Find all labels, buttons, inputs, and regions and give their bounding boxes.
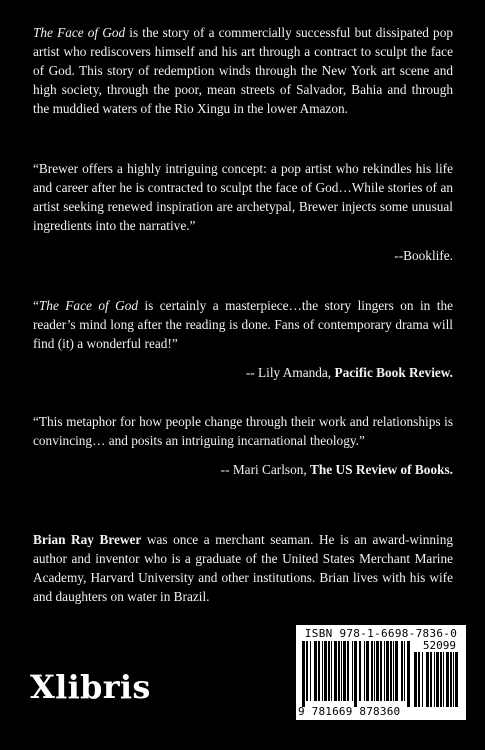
ean13-bars bbox=[302, 641, 410, 707]
barcode-bar bbox=[418, 652, 420, 707]
barcode-bar bbox=[322, 641, 323, 701]
barcode-digits: 9 781669 878360 bbox=[298, 705, 401, 718]
barcode-bar bbox=[314, 641, 317, 701]
barcode-bar bbox=[302, 641, 305, 707]
barcode-bar bbox=[446, 652, 449, 707]
blurb-text: is the story of a commercially successful but dissipated pop artist who rediscovers himself and his art through a contract to sculpt the face of God. This story of redemption winds through the New York art scene and high society, through the poor, mean streets of Salvador, Bahia and through the muddied waters of the Rio Xingu in the lower Amazon. bbox=[33, 25, 453, 117]
barcode-bar bbox=[366, 641, 369, 701]
author-name: Brian Ray Brewer bbox=[33, 532, 142, 547]
barcode-bar bbox=[407, 641, 410, 707]
barcode-bar bbox=[331, 641, 332, 701]
review-pacific-quote: “The Face of God is certainly a masterpiece…the story lingers on in the reader’s mind long after the reading is done. Fans of contemporary drama will find (it) a wonderful read!” bbox=[33, 298, 453, 352]
barcode-bar bbox=[310, 641, 311, 701]
book-title: The Face of God bbox=[33, 25, 126, 40]
barcode-bar bbox=[374, 641, 375, 701]
barcode-bar bbox=[395, 641, 398, 701]
barcode-bar bbox=[422, 652, 423, 707]
xlibris-logo: Xlibris bbox=[30, 668, 151, 706]
barcode-bar bbox=[352, 641, 353, 701]
barcode-bar bbox=[393, 641, 394, 701]
review-source: The US Review of Books. bbox=[310, 462, 453, 477]
blurb-paragraph bbox=[33, 23, 453, 118]
review-usreview-attribution: -- Mari Carlson, The US Review of Books. bbox=[220, 462, 453, 477]
review-pacific-attribution: -- Lily Amanda, Pacific Book Review. bbox=[245, 365, 453, 380]
barcode-bar bbox=[414, 652, 417, 707]
review-booklife-attribution: --Booklife. bbox=[394, 248, 453, 263]
barcode-bar bbox=[436, 652, 439, 707]
barcode-bar bbox=[328, 641, 330, 701]
barcode-bar bbox=[430, 652, 432, 707]
author-bio: Brian Ray Brewer was once a merchant seaman. He is an award-winning author and inventor who is a graduate of the United States Merchant Marine Academy, Harvard University and other institutions. Brian lives with his wife and daughters on water in Brazil. bbox=[33, 532, 453, 605]
barcode-bar bbox=[455, 652, 458, 707]
review-usreview-quote: “This metaphor for how people change through their work and relationships is convincing… and posits an intriguing incarnational theology.” bbox=[33, 414, 453, 449]
barcode-bar bbox=[343, 641, 346, 701]
barcode-bar bbox=[401, 641, 403, 701]
barcode-bar bbox=[404, 641, 405, 701]
barcode-bar bbox=[453, 652, 454, 707]
barcode-bar bbox=[426, 652, 429, 707]
barcode-bar bbox=[324, 641, 327, 701]
review-booklife-quote: “Brewer offers a highly intriguing concept: a pop artist who rekindles his life and career after he is contracted to sculpt the face of God…While stories of an artist seeking renewed inspiration are archetypal, Brewer injects some unusual ingredients into the narrative.” bbox=[33, 161, 453, 234]
barcode-bar bbox=[347, 641, 349, 701]
barcode-bar bbox=[371, 641, 373, 701]
barcode-bar bbox=[306, 641, 308, 701]
barcode-bar bbox=[359, 641, 361, 701]
barcode-bar bbox=[386, 641, 389, 701]
barcode-bar bbox=[384, 641, 385, 701]
price-code: 52099 bbox=[422, 639, 456, 652]
barcode-bar bbox=[443, 652, 444, 707]
review-source: Pacific Book Review. bbox=[334, 365, 453, 380]
barcode-bar bbox=[440, 652, 442, 707]
barcode-bar bbox=[318, 641, 320, 701]
isbn-barcode bbox=[296, 625, 466, 720]
barcode-bar bbox=[364, 641, 365, 701]
barcode-bar bbox=[380, 641, 382, 701]
barcode-bar bbox=[354, 641, 357, 707]
barcode-bar bbox=[434, 652, 435, 707]
barcode-bar bbox=[376, 641, 379, 701]
barcode-bar bbox=[390, 641, 392, 701]
barcode-bar bbox=[334, 641, 337, 701]
isbn-label: ISBN 978-1-6698-7836-0 bbox=[304, 627, 458, 640]
addon-bars bbox=[414, 652, 458, 707]
book-title: The Face of God bbox=[38, 298, 139, 313]
barcode-bar bbox=[341, 641, 342, 701]
barcode-bar bbox=[450, 652, 452, 707]
barcode-bar bbox=[338, 641, 340, 701]
